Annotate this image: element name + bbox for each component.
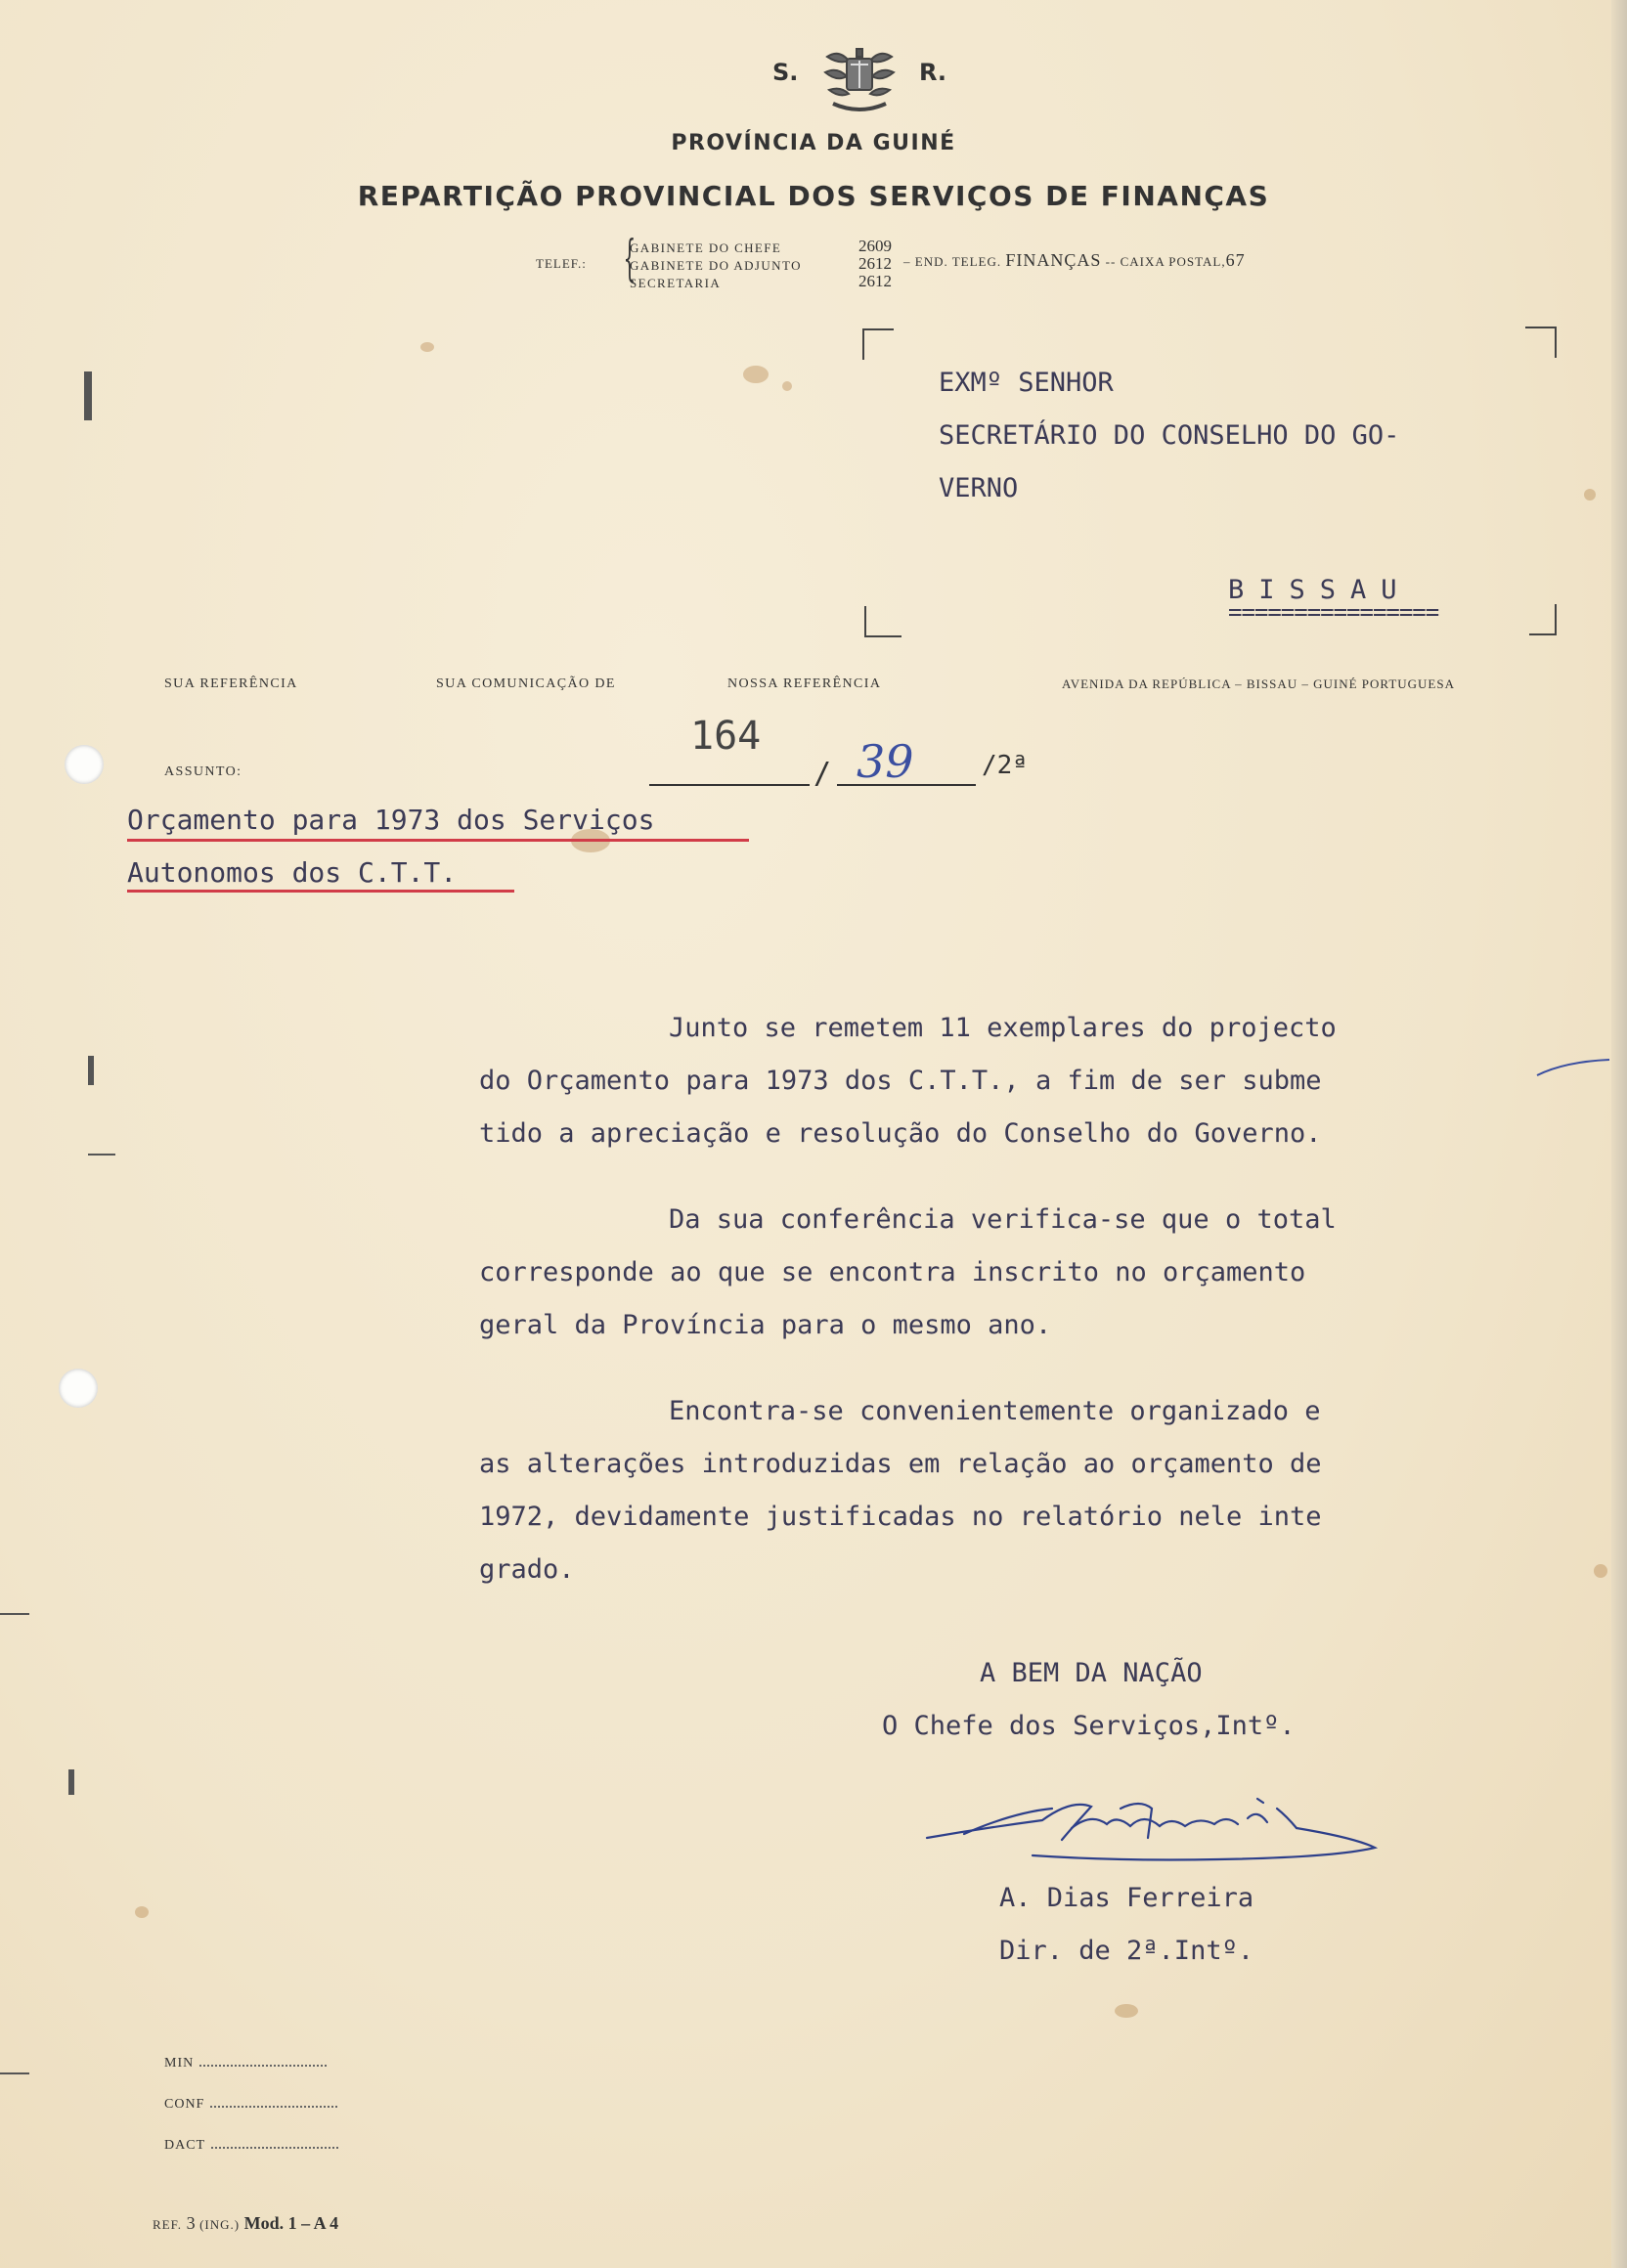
stain: [420, 342, 434, 352]
form-ref-b: 3: [186, 2213, 196, 2233]
addressee-line: EXMº SENHOR: [939, 368, 1114, 398]
body-line: do Orçamento para 1973 dos C.T.T., a fim de ser subme: [479, 1066, 1322, 1096]
margin-mark: [0, 2072, 29, 2074]
stain: [1115, 2004, 1138, 2018]
addressee-line: VERNO: [939, 473, 1019, 503]
margin-mark: [88, 1056, 94, 1085]
caixa-postal: -- CAIXA POSTAL,: [1105, 254, 1226, 269]
reference-slash: /: [814, 757, 832, 791]
telegraph-address: [903, 250, 1246, 271]
address-corner: [862, 328, 894, 360]
margin-mark: [84, 371, 92, 420]
body-line: tido a apreciação e resolução do Conselho do Governo.: [479, 1118, 1322, 1149]
assunto-label: ASSUNTO:: [164, 764, 242, 779]
nossa-referencia-label: NOSSA REFERÊNCIA: [727, 676, 882, 691]
body-line: Junto se remetem 11 exemplares do projecto: [669, 1013, 1337, 1043]
stain: [743, 366, 769, 383]
punch-hole: [65, 745, 104, 784]
closing-salutation: A BEM DA NAÇÃO: [980, 1658, 1203, 1688]
body-line: geral da Província para o mesmo ano.: [479, 1310, 1052, 1340]
body-line: grado.: [479, 1554, 575, 1585]
footer-dots: [210, 2094, 337, 2108]
office-title: REPARTIÇÃO PROVINCIAL DOS SERVIÇOS DE FINANÇAS: [357, 180, 1270, 212]
closing-title: O Chefe dos Serviços,Intº.: [882, 1711, 1296, 1741]
caixa-number: 67: [1225, 250, 1246, 270]
body-line: Encontra-se convenientemente organizado e: [669, 1396, 1321, 1426]
margin-mark: [0, 1613, 29, 1615]
body-line: as alterações introduzidas em relação ao orçamento de: [479, 1449, 1322, 1479]
reference-line: [649, 784, 810, 786]
form-ref-d: Mod. 1 – A 4: [243, 2213, 339, 2233]
body-line: 1972, devidamente justificadas no relatório nele inte: [479, 1502, 1322, 1532]
sua-referencia-label: SUA REFERÊNCIA: [164, 676, 298, 691]
footer-dots: [211, 2135, 338, 2149]
body-line: corresponde ao que se encontra inscrito no orçamento: [479, 1257, 1306, 1287]
punch-hole: [59, 1369, 98, 1408]
stain: [1594, 1564, 1607, 1578]
phone-label: GABINETE DO ADJUNTO: [630, 258, 802, 273]
teleg-prefix: – END. TELEG.: [903, 254, 1002, 269]
teleg-name: FINANÇAS: [1005, 250, 1102, 270]
footer-min: [164, 2053, 327, 2072]
address-corner: [1529, 604, 1557, 635]
body-line: Da sua conferência verifica-se que o total: [669, 1204, 1337, 1235]
footer-dots: [199, 2053, 327, 2067]
reference-number: 164: [690, 714, 762, 759]
stain: [1584, 489, 1596, 501]
margin-mark: [88, 1154, 115, 1156]
footer-conf: [164, 2094, 337, 2113]
phone-number: 2609: [858, 237, 892, 255]
margin-pen-stroke: [1535, 1056, 1613, 1079]
city-underline: ================: [1228, 598, 1439, 626]
phone-number: 2612: [858, 254, 892, 273]
coat-of-arms-icon: [819, 47, 900, 115]
phone-number: 2612: [858, 272, 892, 290]
reference-suffix: /2ª: [982, 751, 1028, 780]
brace: {: [623, 230, 637, 286]
letterhead-sr: [763, 51, 958, 100]
addressee-city: BISSAU: [1228, 575, 1412, 605]
letterhead-s: S.: [772, 59, 799, 86]
province-title: PROVÍNCIA DA GUINÉ: [671, 131, 956, 155]
signatory-position: Dir. de 2ª.Intº.: [999, 1936, 1254, 1966]
addressee-line: SECRETÁRIO DO CONSELHO DO GO-: [939, 420, 1400, 451]
sua-comunicacao-label: SUA COMUNICAÇÃO DE: [436, 676, 616, 691]
signatory-name: A. Dias Ferreira: [999, 1883, 1254, 1913]
stain: [782, 381, 792, 391]
footer-dact: [164, 2135, 338, 2154]
office-address: AVENIDA DA REPÚBLICA – BISSAU – GUINÉ PORTUGUESA: [1062, 676, 1455, 691]
stain: [135, 1906, 149, 1918]
phone-label: GABINETE DO CHEFE: [630, 240, 782, 255]
address-corner: [1525, 327, 1557, 358]
footer-conf-label: CONF: [164, 2097, 205, 2112]
handwritten-reference: 39: [857, 735, 914, 788]
subject-line: Autonomos dos C.T.T.: [127, 856, 458, 889]
red-underline: [127, 890, 514, 893]
red-underline: [127, 839, 749, 842]
footer-min-label: MIN: [164, 2056, 195, 2071]
form-reference: [153, 2213, 338, 2234]
footer-dact-label: DACT: [164, 2138, 206, 2153]
page-edge: [1611, 0, 1627, 2268]
telef-label: TELEF.:: [536, 256, 587, 271]
subject-line: Orçamento para 1973 dos Serviços: [127, 804, 655, 836]
signature-image: [925, 1769, 1385, 1887]
form-ref-a: REF.: [153, 2217, 183, 2232]
letterhead-r: R.: [919, 59, 947, 86]
address-corner: [864, 606, 901, 637]
form-ref-c: (ING.): [199, 2217, 241, 2232]
phone-label: SECRETARIA: [630, 276, 722, 290]
margin-mark: [68, 1769, 74, 1795]
